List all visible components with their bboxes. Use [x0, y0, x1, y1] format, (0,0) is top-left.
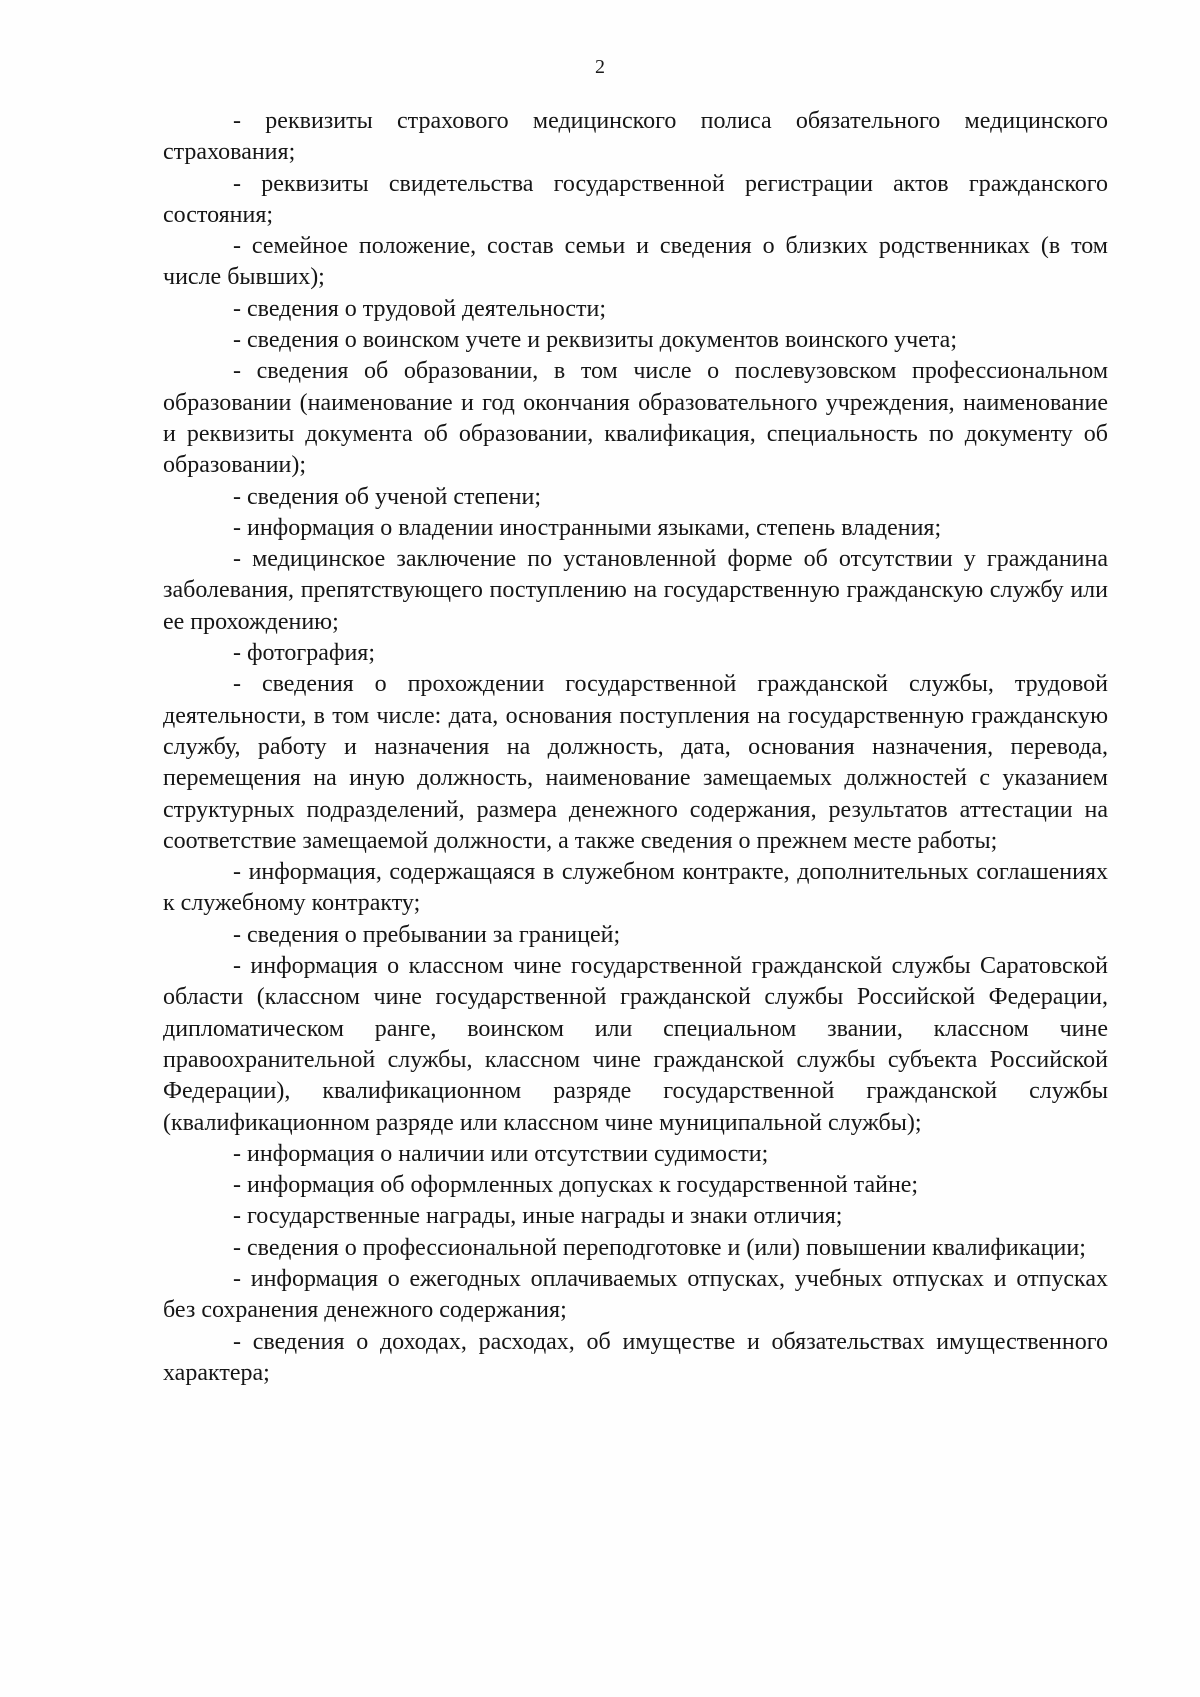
document-body: [163, 106, 1108, 1389]
list-item: - информация о владении иностранными языками, степень владения;: [233, 514, 942, 541]
list-item: - фотография;: [233, 640, 375, 667]
list-item: - медицинское заключение по установленной форме об отсутствии у гражданина заболевания, препятствующего поступлению на государственную гражданскую службу или ее прохождению;: [163, 546, 1108, 635]
list-item: - сведения об ученой степени;: [233, 483, 542, 510]
list-item: - сведения о трудовой деятельности;: [233, 295, 606, 322]
list-item: - реквизиты страхового медицинского полиса обязательного медицинского страхования;: [163, 108, 1108, 166]
list-item: - информация об оформленных допусках к государственной тайне;: [233, 1172, 919, 1199]
list-item: - государственные награды, иные награды и знаки отличия;: [233, 1203, 843, 1230]
list-item: - информация, содержащаяся в служебном контракте, дополнительных соглашениях к служебному контракту;: [163, 859, 1108, 917]
list-item: - сведения о прохождении государственной гражданской службы, трудовой деятельности, в том числе: дата, основания поступления на государственную гражданскую службу, работу и назначения на должность, дата, основания назначения, перевода, перемещения на иную должность, наименование замещаемых должностей с указанием структурных подразделений, размера денежного содержания, результатов аттестации на соответствие замещаемой должности, а также сведения о прежнем месте работы;: [163, 671, 1108, 854]
list-item: - информация о классном чине государственной гражданской службы Саратовской области (классном чине государственной гражданской службы Российской Федерации, дипломатическом ранге, воинском или специальном звании, классном чине правоохранительной службы, классном чине гражданской службы субъекта Российской Федерации), квалификационном разряде государственной гражданской службы (квалификационном разряде или классном чине муниципальной службы);: [163, 953, 1108, 1136]
list-item: - сведения о профессиональной переподготовке и (или) повышении квалификации;: [233, 1234, 1086, 1261]
list-item: - семейное положение, состав семьи и сведения о близких родственниках (в том числе бывших);: [163, 233, 1108, 291]
page-number: 2: [595, 56, 605, 78]
list-item: - сведения о пребывании за границей;: [233, 921, 621, 948]
list-item: - информация о ежегодных оплачиваемых отпусках, учебных отпусках и отпусках без сохранения денежного содержания;: [163, 1265, 1108, 1324]
list-item: - реквизиты свидетельства государственной регистрации актов гражданского состояния;: [163, 170, 1108, 228]
list-item: - сведения о воинском учете и реквизиты документов воинского учета;: [233, 327, 957, 354]
list-item: - сведения об образовании, в том числе о послевузовском профессиональном образовании (наименование и год окончания образовательного учреждения, наименование и реквизиты документа об образовании, квалификация, специальность по документу об образовании);: [163, 358, 1108, 479]
list-item: - сведения о доходах, расходах, об имуществе и обязательствах имущественного характера;: [163, 1328, 1108, 1386]
list-item: - информация о наличии или отсутствии судимости;: [233, 1140, 769, 1167]
